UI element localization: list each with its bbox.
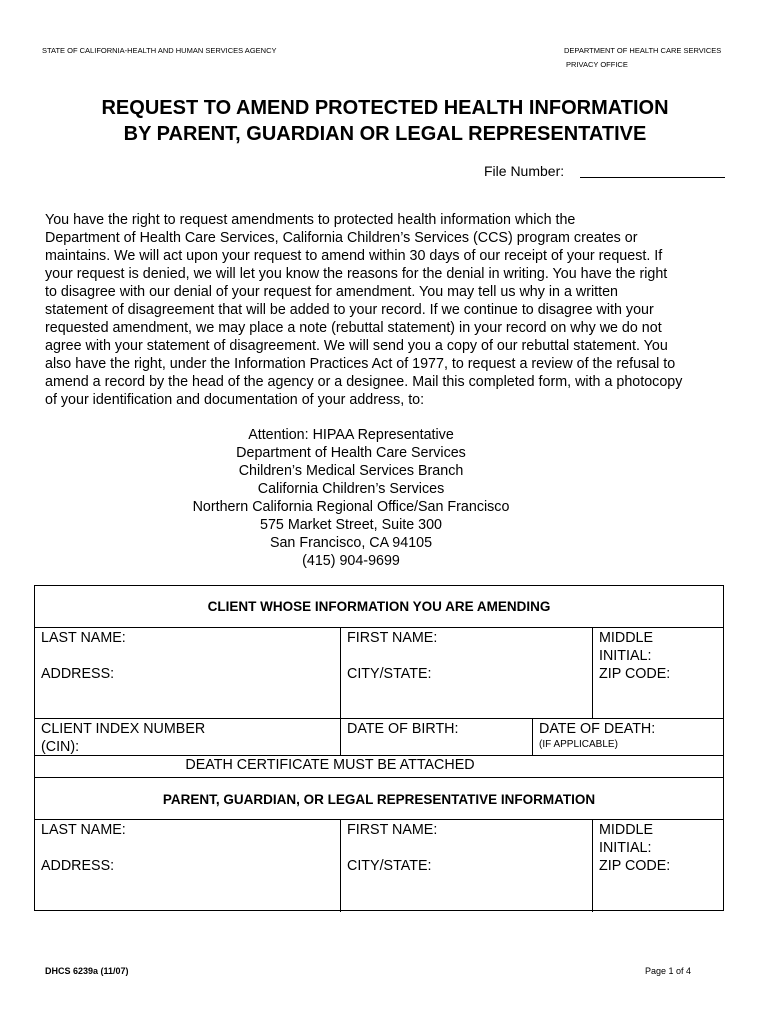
rep-first-name-field[interactable]: FIRST NAME: xyxy=(347,822,438,838)
divider xyxy=(592,627,593,718)
office-header: PRIVACY OFFICE xyxy=(566,60,628,69)
if-applicable-note: (IF APPLICABLE) xyxy=(539,739,618,750)
form-title-line-1: REQUEST TO AMEND PROTECTED HEALTH INFORMATION xyxy=(101,97,669,119)
address-line: Department of Health Care Services xyxy=(236,445,466,461)
agency-header: STATE OF CALIFORNIA-HEALTH AND HUMAN SERVICES AGENCY xyxy=(42,46,277,55)
rep-zip-code-field[interactable]: ZIP CODE: xyxy=(599,858,671,874)
divider xyxy=(340,627,341,718)
divider xyxy=(592,819,593,912)
page-number: Page 1 of 4 xyxy=(645,966,692,976)
intro-line: maintains. We will act upon your request to amend within 30 days of our receipt of your request. If xyxy=(45,248,663,264)
client-middle-initial-field[interactable] xyxy=(599,629,653,665)
cin-label-line-2: (CIN): xyxy=(41,739,80,755)
rep-section-title: PARENT, GUARDIAN, OR LEGAL REPRESENTATIVE INFORMATION xyxy=(162,792,596,807)
intro-line: agree with your statement of disagreement. We will send you a copy of our rebuttal statement. You xyxy=(45,338,668,354)
client-address-field[interactable]: ADDRESS: xyxy=(41,666,115,682)
form-title-line-2: BY PARENT, GUARDIAN OR LEGAL REPRESENTATIVE xyxy=(123,123,647,145)
divider xyxy=(35,718,723,719)
address-line: 575 Market Street, Suite 300 xyxy=(260,517,442,533)
address-line: San Francisco, CA 94105 xyxy=(269,535,433,551)
client-cin-field[interactable] xyxy=(41,720,205,756)
intro-line: to disagree with our denial of your request for amendment. You may tell us why in a written xyxy=(45,284,618,300)
intro-line: your request is denied, we will let you know the reasons for the denial in writing. You have the right xyxy=(45,266,668,282)
file-number-label: File Number: xyxy=(484,163,565,179)
intro-line: statement of disagreement that will be added to your record. If we continue to disagree with your xyxy=(45,302,654,318)
rep-city-state-field[interactable]: CITY/STATE: xyxy=(347,858,432,874)
rep-middle-initial-field[interactable] xyxy=(599,821,653,857)
client-city-state-field[interactable]: CITY/STATE: xyxy=(347,666,432,682)
initial-label: INITIAL: xyxy=(599,648,652,664)
divider xyxy=(340,718,341,755)
address-line: Children’s Medical Services Branch xyxy=(238,463,464,479)
address-line: (415) 904-9699 xyxy=(302,553,400,569)
divider xyxy=(35,627,723,628)
divider xyxy=(532,718,533,755)
file-number-field[interactable] xyxy=(580,177,725,178)
client-last-name-field[interactable]: LAST NAME: xyxy=(41,630,126,646)
client-first-name-field[interactable]: FIRST NAME: xyxy=(347,630,438,646)
intro-line: amend a record by the head of the agency or a designee. Mail this completed form, with a photocopy xyxy=(45,374,683,390)
intro-line: Department of Health Care Services, California Children’s Services (CCS) program creates or xyxy=(45,230,638,246)
divider xyxy=(35,819,723,820)
client-dod-field[interactable]: DATE OF DEATH: xyxy=(539,721,656,737)
mailing-address xyxy=(0,426,702,570)
intro-paragraph xyxy=(45,211,735,409)
information-form xyxy=(34,585,724,911)
address-line: California Children’s Services xyxy=(257,481,445,497)
death-certificate-notice: DEATH CERTIFICATE MUST BE ATTACHED xyxy=(185,757,475,773)
client-zip-code-field[interactable]: ZIP CODE: xyxy=(599,666,671,682)
rep-last-name-field[interactable]: LAST NAME: xyxy=(41,822,126,838)
initial-label: INITIAL: xyxy=(599,840,652,856)
intro-line: also have the right, under the Information Practices Act of 1977, to request a review of the refusal to xyxy=(45,356,676,372)
client-dob-field[interactable]: DATE OF BIRTH: xyxy=(347,721,459,737)
middle-label: MIDDLE xyxy=(599,630,654,646)
department-header: DEPARTMENT OF HEALTH CARE SERVICES xyxy=(564,46,722,55)
rep-address-field[interactable]: ADDRESS: xyxy=(41,858,115,874)
address-line: Attention: HIPAA Representative xyxy=(248,427,454,443)
cin-label-line-1: CLIENT INDEX NUMBER xyxy=(41,721,206,737)
address-line: Northern California Regional Office/San Francisco xyxy=(192,499,510,515)
client-section-title: CLIENT WHOSE INFORMATION YOU ARE AMENDING xyxy=(207,599,551,614)
intro-line: requested amendment, we may place a note (rebuttal statement) in your record on why we do not xyxy=(45,320,662,336)
divider xyxy=(35,777,723,778)
divider xyxy=(340,819,341,912)
intro-line: of your identification and documentation of your address, to: xyxy=(45,392,425,408)
form-id: DHCS 6239a (11/07) xyxy=(45,966,129,976)
intro-line: You have the right to request amendments to protected health information which the xyxy=(45,212,576,228)
middle-label: MIDDLE xyxy=(599,822,654,838)
